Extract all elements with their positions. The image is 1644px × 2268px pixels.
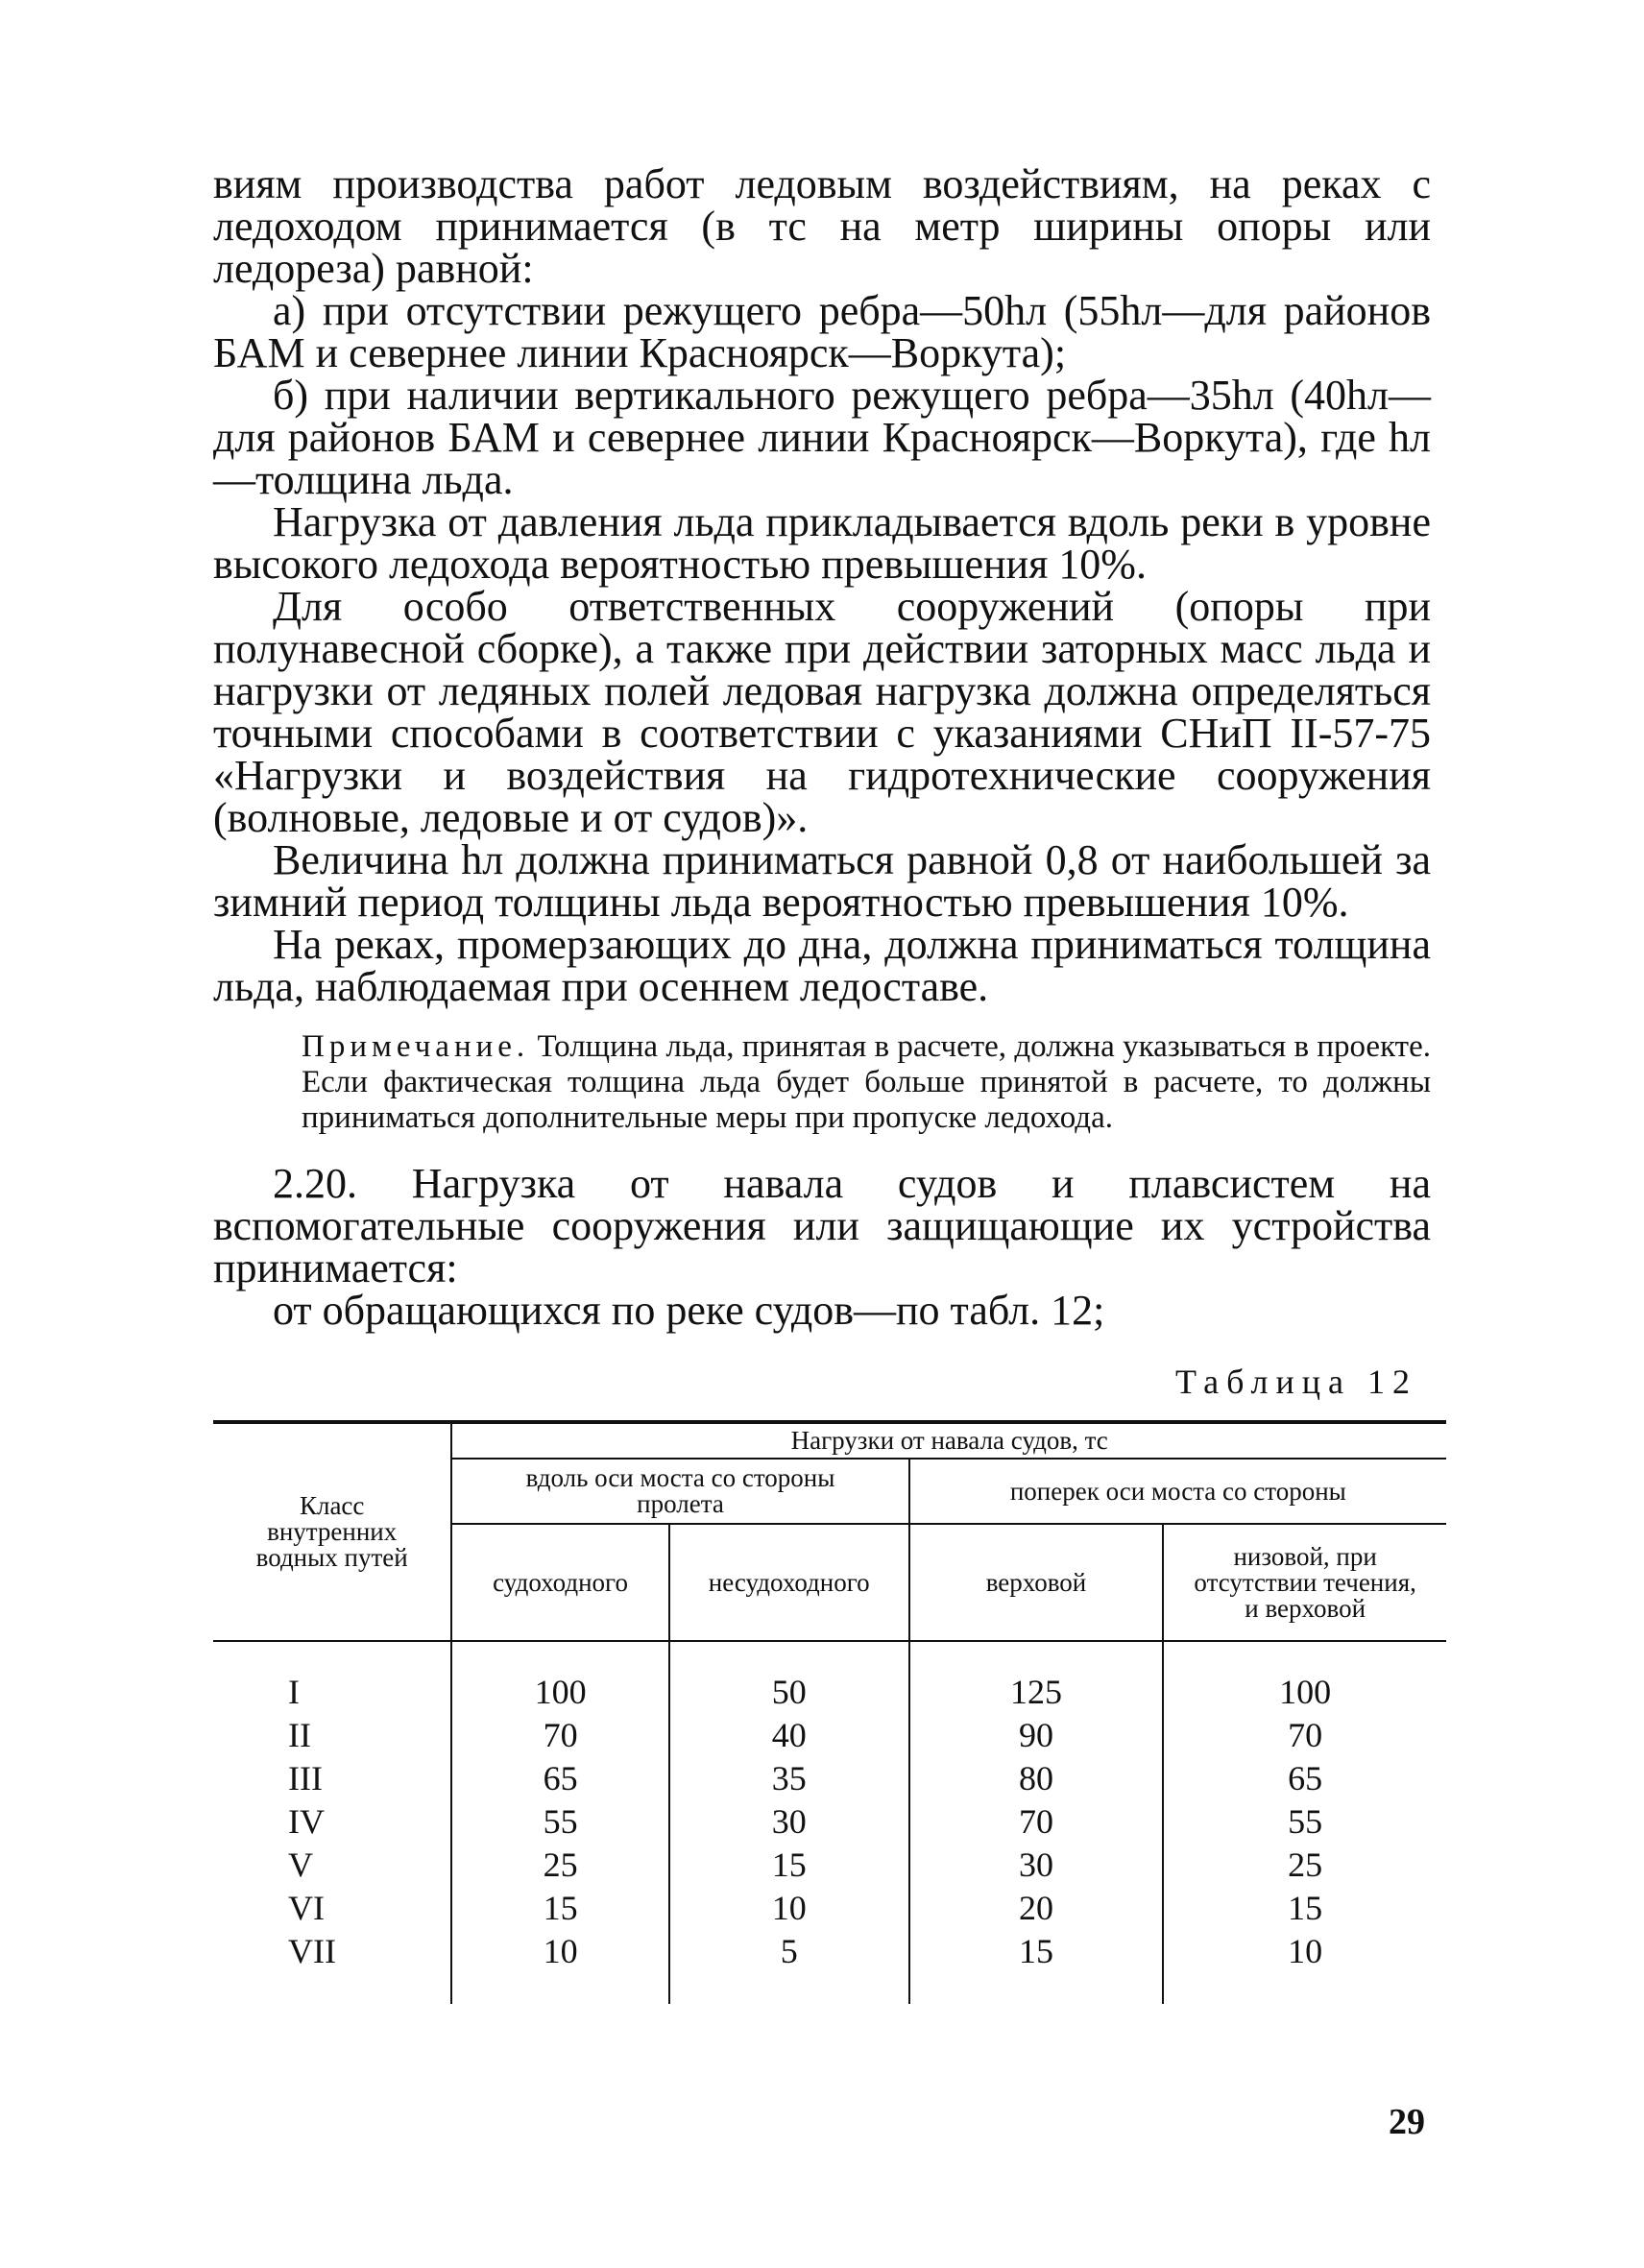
table-cell-b: 10 (669, 1887, 909, 1930)
table-cell-d: 55 (1163, 1800, 1446, 1844)
table-cell-a: 100 (451, 1641, 668, 1714)
paragraph-ice-thickness: Величина hл должна приниматься равной 0,8 от наибольшей за зимний период толщины льда вероятностью превышения 10%. (213, 836, 1431, 926)
table-cell-d: 15 (1163, 1887, 1446, 1930)
section-2-20-item: от обращающихся по реке судов—по табл. 12; (273, 1287, 1105, 1334)
page-number: 29 (1389, 2102, 1425, 2142)
paragraph-special-structures: Для особо ответственных сооружений (опоры при полунавесной сборке), а также при действии заторных масс льда и нагрузки от ледяных полей ледовая нагрузка должна определяться точными способами в соответствии с указаниями СНиП II-57-75 «Нагрузки и воздействия на гидротехнические сооружения (волновые, ледовые и от судов)». (213, 583, 1431, 841)
header-loads: Нагрузки от навала судов, тс (451, 1422, 1446, 1459)
header-non-navigable: несудоходного (669, 1524, 909, 1641)
table-cell-cls: VI (288, 1889, 325, 1927)
header-along-axis: вдоль оси моста со стороны пролета (451, 1459, 908, 1524)
note-text: Толщина льда, принятая в расчете, должна указываться в проекте. Если фактическая толщина льда будет больше принятой в расчете, то должны приниматься дополнительные меры при пропуске ледохода. (302, 1029, 1431, 1135)
table-cell-cls: III (288, 1759, 323, 1798)
note-lead: Примечание. (302, 1029, 530, 1064)
section-2-20: 2.20. Нагрузка от навала судов и плавсистем на вспомогательные сооружения или защищающие их устройства принимается: (213, 1160, 1431, 1291)
table-cell-c: 15 (909, 1930, 1164, 2004)
table-row (213, 1887, 1446, 1930)
header-across-axis: поперек оси моста со стороны (909, 1459, 1446, 1524)
table-row (213, 1714, 1446, 1757)
table-cell-cls: V (288, 1846, 313, 1884)
table-cell-cls: IV (288, 1802, 325, 1841)
table-cell-d: 100 (1163, 1641, 1446, 1714)
table-cell-a: 65 (451, 1757, 668, 1800)
table-cell-c: 30 (909, 1844, 1164, 1887)
table-cell-d: 70 (1163, 1714, 1446, 1757)
table-cell-a: 25 (451, 1844, 668, 1887)
table-cell-b: 15 (669, 1844, 909, 1887)
table-cell-b: 50 (669, 1641, 909, 1714)
table-cell-b: 40 (669, 1714, 909, 1757)
table-cell-d: 25 (1163, 1844, 1446, 1887)
header-upstream: верховой (909, 1524, 1164, 1641)
header-navigable: судоходного (451, 1524, 668, 1641)
header-downstream: низовой, при отсутствии течения, и верховой (1163, 1524, 1446, 1641)
table-title: Таблица 12 (1175, 1363, 1417, 1401)
table-row (213, 1641, 1446, 1714)
table-cell-cls: I (288, 1673, 300, 1711)
paragraph-item-b: б) при наличии вертикального режущего ребра—35hл (40hл—для районов БАМ и севернее линии Красноярск—Воркута), где hл—толщина льда. (213, 372, 1431, 503)
table-body (213, 1641, 1446, 2004)
table-cell-c: 20 (909, 1887, 1164, 1930)
table-cell-b: 35 (669, 1757, 909, 1800)
table-cell-a: 55 (451, 1800, 668, 1844)
paragraph-ice-pressure: Нагрузка от давления льда прикладывается вдоль реки в уровне высокого ледохода вероятностью превышения 10%. (213, 498, 1431, 588)
table-row (213, 1800, 1446, 1844)
table-cell-a: 15 (451, 1887, 668, 1930)
paragraph-item-a: а) при отсутствии режущего ребра—50hл (55hл—для районов БАМ и севернее линии Красноярск—Воркута); (213, 287, 1431, 376)
table-row (213, 1930, 1446, 2004)
table-cell-a: 70 (451, 1714, 668, 1757)
load-table (213, 1420, 1446, 2004)
table-cell-b: 5 (669, 1930, 909, 2004)
paragraph-freezing-rivers: На реках, промерзающих до дна, должна приниматься толщина льда, наблюдаемая при осеннем ледоставе. (213, 921, 1431, 1010)
table-cell-d: 10 (1163, 1930, 1446, 2004)
table-cell-d: 65 (1163, 1757, 1446, 1800)
table-cell-c: 70 (909, 1800, 1164, 1844)
table-cell-b: 30 (669, 1800, 909, 1844)
table-cell-c: 125 (909, 1641, 1164, 1714)
header-class: Класс внутренних водных путей (213, 1422, 451, 1641)
table-cell-cls: II (288, 1716, 311, 1754)
page-body (213, 160, 1431, 2004)
paragraph-continuation: виям производства работ ледовым воздействиям, на реках с ледоходом принимается (в тс на метр ширины опоры или ледореза) равной: (213, 160, 1431, 292)
note (213, 1029, 1431, 1136)
table-row (213, 1757, 1446, 1800)
table-cell-a: 10 (451, 1930, 668, 2004)
table-row (213, 1844, 1446, 1887)
table-cell-cls: VII (288, 1932, 336, 1970)
table-cell-c: 90 (909, 1714, 1164, 1757)
table-cell-c: 80 (909, 1757, 1164, 1800)
